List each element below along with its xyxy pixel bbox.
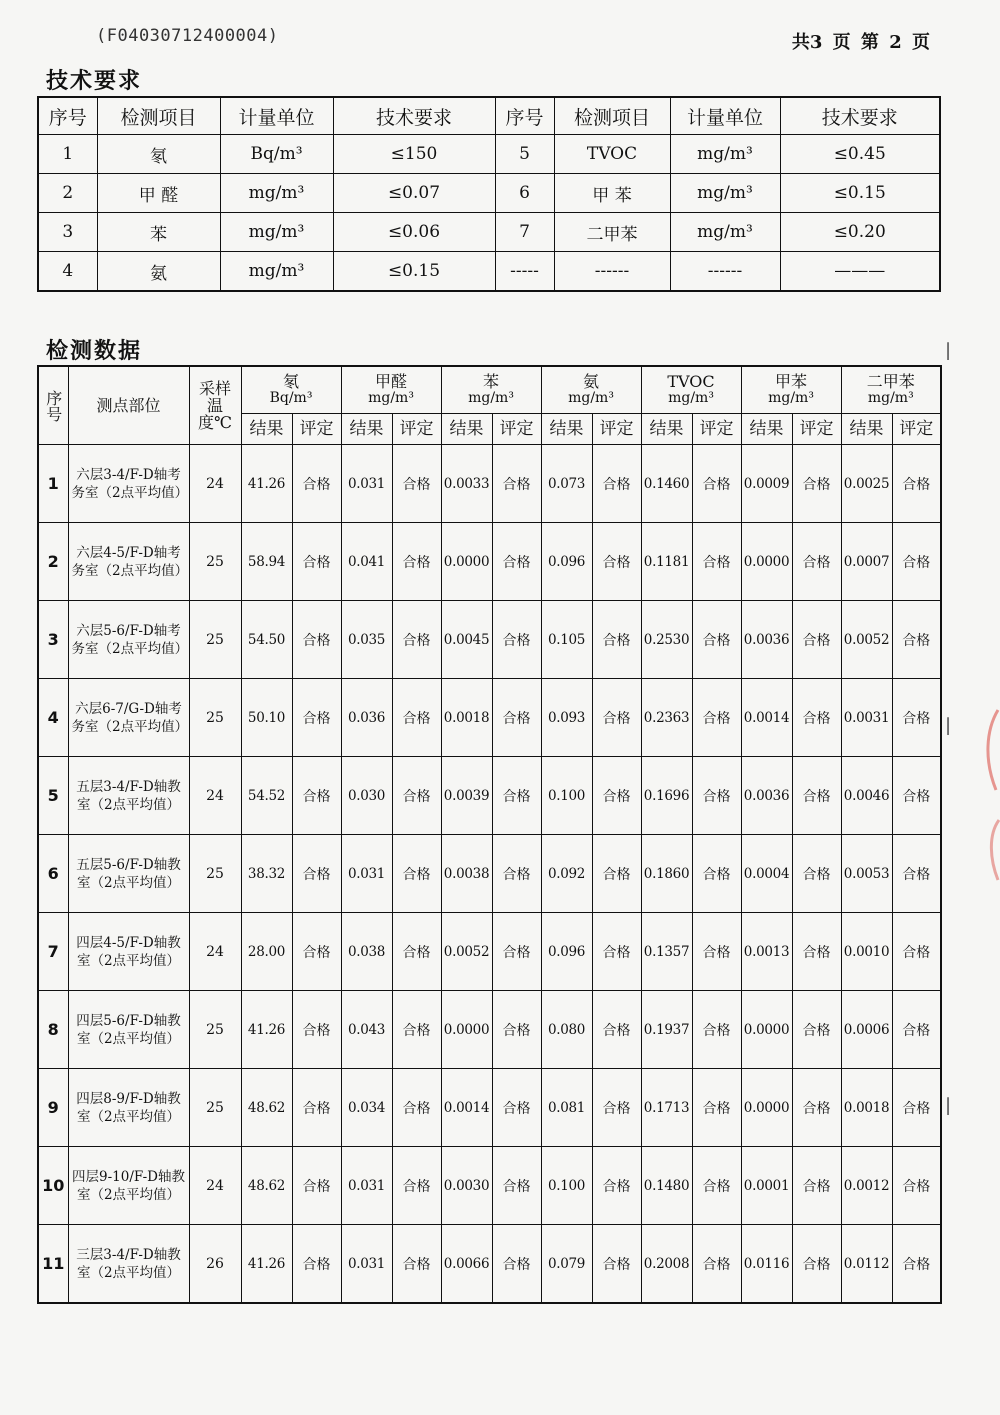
row-result-value: 0.096	[541, 913, 592, 991]
row-rating: 合格	[792, 523, 841, 601]
row-result-value: 0.0013	[741, 913, 792, 991]
requirements-cell: ------	[670, 252, 780, 292]
row-rating: 合格	[692, 1147, 741, 1225]
row-result-value: 0.092	[541, 835, 592, 913]
row-temperature: 25	[189, 991, 241, 1069]
row-index: 7	[38, 913, 68, 991]
data-header-index: 序号	[38, 366, 68, 445]
row-result-value: 0.0000	[741, 523, 792, 601]
row-rating: 合格	[292, 1225, 341, 1304]
row-rating: 合格	[492, 991, 541, 1069]
requirements-row	[38, 213, 940, 252]
data-header-rating: 评定	[592, 414, 641, 445]
row-result-value: 48.62	[241, 1069, 292, 1147]
row-result-value: 0.0052	[441, 913, 492, 991]
row-result-value: 0.1860	[641, 835, 692, 913]
row-result-value: 0.030	[341, 757, 392, 835]
row-location: 四层5-6/F-D轴教室（2点平均值）	[68, 991, 189, 1069]
data-header-item	[641, 366, 741, 414]
row-result-value: 0.0000	[441, 991, 492, 1069]
row-result-value: 0.0014	[441, 1069, 492, 1147]
row-rating: 合格	[392, 523, 441, 601]
row-result-value: 0.100	[541, 1147, 592, 1225]
row-result-value: 0.0030	[441, 1147, 492, 1225]
row-rating: 合格	[592, 835, 641, 913]
row-result-value: 0.0007	[841, 523, 892, 601]
row-result-value: 0.0112	[841, 1225, 892, 1304]
row-rating: 合格	[592, 679, 641, 757]
row-rating: 合格	[792, 1147, 841, 1225]
row-rating: 合格	[692, 991, 741, 1069]
row-result-value: 0.0004	[741, 835, 792, 913]
row-result-value: 54.50	[241, 601, 292, 679]
row-result-value: 41.26	[241, 445, 292, 523]
item-unit: Bq/m³	[269, 390, 313, 406]
row-result-value: 0.0018	[441, 679, 492, 757]
row-rating: 合格	[392, 1147, 441, 1225]
row-rating: 合格	[692, 523, 741, 601]
row-rating: 合格	[892, 601, 941, 679]
row-rating: 合格	[492, 1069, 541, 1147]
requirements-row	[38, 252, 940, 292]
row-temperature: 24	[189, 445, 241, 523]
row-rating: 合格	[692, 913, 741, 991]
row-rating: 合格	[592, 601, 641, 679]
row-rating: 合格	[692, 1069, 741, 1147]
row-rating: 合格	[792, 913, 841, 991]
row-temperature: 24	[189, 913, 241, 991]
row-rating: 合格	[392, 1069, 441, 1147]
row-result-value: 38.32	[241, 835, 292, 913]
margin-mark: |	[945, 1095, 952, 1116]
requirements-cell: 4	[38, 252, 97, 292]
data-header-item	[741, 366, 841, 414]
data-row	[38, 835, 941, 913]
requirements-cell: ≤0.07	[333, 174, 495, 213]
row-rating: 合格	[892, 523, 941, 601]
row-location: 四层9-10/F-D轴教室（2点平均值）	[68, 1147, 189, 1225]
data-header-rating: 评定	[792, 414, 841, 445]
requirements-cell: TVOC	[554, 135, 670, 174]
row-result-value: 0.0010	[841, 913, 892, 991]
row-index: 2	[38, 523, 68, 601]
requirements-cell: ———	[780, 252, 940, 292]
row-result-value: 0.036	[341, 679, 392, 757]
row-result-value: 0.073	[541, 445, 592, 523]
row-index: 8	[38, 991, 68, 1069]
row-result-value: 0.0052	[841, 601, 892, 679]
data-header-item	[241, 366, 341, 414]
item-unit: mg/m³	[368, 390, 414, 406]
margin-mark: |	[945, 715, 952, 736]
data-table	[37, 365, 942, 1304]
row-result-value: 0.1937	[641, 991, 692, 1069]
row-temperature: 24	[189, 1147, 241, 1225]
row-result-value: 48.62	[241, 1147, 292, 1225]
data-header-result: 结果	[741, 414, 792, 445]
row-result-value: 0.0000	[741, 1069, 792, 1147]
row-rating: 合格	[492, 601, 541, 679]
requirements-cell: mg/m³	[670, 213, 780, 252]
row-result-value: 0.0036	[741, 757, 792, 835]
requirements-cell: 二甲苯	[554, 213, 670, 252]
row-rating: 合格	[292, 913, 341, 991]
row-rating: 合格	[492, 1147, 541, 1225]
data-header-temperature: 采样温度℃	[189, 366, 241, 445]
item-unit: mg/m³	[668, 390, 714, 406]
row-result-value: 0.034	[341, 1069, 392, 1147]
item-unit: mg/m³	[768, 390, 814, 406]
row-rating: 合格	[292, 679, 341, 757]
row-rating: 合格	[692, 1225, 741, 1304]
row-result-value: 0.0025	[841, 445, 892, 523]
row-rating: 合格	[892, 913, 941, 991]
requirements-column-header: 技术要求	[780, 97, 940, 135]
row-rating: 合格	[892, 1225, 941, 1304]
row-rating: 合格	[792, 601, 841, 679]
requirements-cell: 氨	[97, 252, 220, 292]
row-result-value: 0.031	[341, 1147, 392, 1225]
document-id: (F04030712400004)	[96, 26, 279, 46]
row-rating: 合格	[392, 445, 441, 523]
row-rating: 合格	[692, 445, 741, 523]
data-header-location: 测点部位	[68, 366, 189, 445]
requirements-cell: ≤0.45	[780, 135, 940, 174]
requirements-cell: 6	[495, 174, 554, 213]
requirements-row	[38, 174, 940, 213]
row-location: 四层4-5/F-D轴教室（2点平均值）	[68, 913, 189, 991]
item-name: 甲醛	[375, 372, 408, 391]
row-result-value: 0.038	[341, 913, 392, 991]
data-header-result: 结果	[341, 414, 392, 445]
data-header-rating: 评定	[892, 414, 941, 445]
requirements-cell: ------	[554, 252, 670, 292]
row-result-value: 0.1181	[641, 523, 692, 601]
row-rating: 合格	[892, 991, 941, 1069]
row-rating: 合格	[292, 1147, 341, 1225]
row-location: 六层3-4/F-D轴考务室（2点平均值）	[68, 445, 189, 523]
row-result-value: 0.0031	[841, 679, 892, 757]
requirements-cell: mg/m³	[220, 174, 333, 213]
row-rating: 合格	[792, 1069, 841, 1147]
row-result-value: 0.0009	[741, 445, 792, 523]
row-rating: 合格	[892, 1147, 941, 1225]
requirements-cell: 7	[495, 213, 554, 252]
page-info: 共3 页 第 2 页	[791, 32, 930, 53]
row-result-value: 0.093	[541, 679, 592, 757]
item-name: TVOC	[667, 372, 715, 391]
row-rating: 合格	[492, 757, 541, 835]
row-result-value: 0.100	[541, 757, 592, 835]
row-result-value: 0.2008	[641, 1225, 692, 1304]
requirements-cell: 苯	[97, 213, 220, 252]
row-rating: 合格	[492, 445, 541, 523]
row-location: 六层4-5/F-D轴考务室（2点平均值）	[68, 523, 189, 601]
data-header-result: 结果	[241, 414, 292, 445]
row-result-value: 0.0000	[441, 523, 492, 601]
row-rating: 合格	[692, 679, 741, 757]
row-result-value: 0.1713	[641, 1069, 692, 1147]
data-row	[38, 1069, 941, 1147]
row-index: 3	[38, 601, 68, 679]
requirements-cell: 1	[38, 135, 97, 174]
row-rating: 合格	[592, 757, 641, 835]
requirements-cell: mg/m³	[220, 252, 333, 292]
requirements-column-header: 检测项目	[97, 97, 220, 135]
row-rating: 合格	[292, 835, 341, 913]
row-rating: 合格	[292, 1069, 341, 1147]
requirements-column-header: 计量单位	[220, 97, 333, 135]
row-location: 六层5-6/F-D轴考务室（2点平均值）	[68, 601, 189, 679]
row-rating: 合格	[792, 757, 841, 835]
requirements-cell: ≤0.15	[333, 252, 495, 292]
requirements-cell: 3	[38, 213, 97, 252]
row-rating: 合格	[692, 835, 741, 913]
data-header-rating: 评定	[692, 414, 741, 445]
data-title: 检测数据	[46, 339, 143, 364]
data-header-rating: 评定	[292, 414, 341, 445]
row-location: 三层3-4/F-D轴教室（2点平均值）	[68, 1225, 189, 1304]
data-row	[38, 1225, 941, 1304]
row-result-value: 0.1696	[641, 757, 692, 835]
item-name: 二甲苯	[866, 372, 915, 391]
row-rating: 合格	[892, 835, 941, 913]
row-rating: 合格	[492, 1225, 541, 1304]
row-location: 五层5-6/F-D轴教室（2点平均值）	[68, 835, 189, 913]
requirements-column-header: 检测项目	[554, 97, 670, 135]
requirements-cell: 5	[495, 135, 554, 174]
data-header-rating: 评定	[492, 414, 541, 445]
row-result-value: 0.0036	[741, 601, 792, 679]
row-result-value: 0.0014	[741, 679, 792, 757]
row-location: 六层6-7/G-D轴考务室（2点平均值）	[68, 679, 189, 757]
row-result-value: 0.041	[341, 523, 392, 601]
row-index: 6	[38, 835, 68, 913]
row-temperature: 25	[189, 679, 241, 757]
data-row	[38, 991, 941, 1069]
data-row	[38, 523, 941, 601]
data-header-item	[841, 366, 941, 414]
requirements-column-header: 序号	[38, 97, 97, 135]
requirements-cell: 2	[38, 174, 97, 213]
requirements-cell: Bq/m³	[220, 135, 333, 174]
data-row	[38, 601, 941, 679]
row-rating: 合格	[592, 1147, 641, 1225]
row-result-value: 41.26	[241, 991, 292, 1069]
item-unit: mg/m³	[568, 390, 614, 406]
margin-mark: |	[945, 340, 952, 361]
data-header-row-items	[38, 366, 941, 414]
row-rating: 合格	[492, 913, 541, 991]
row-result-value: 0.031	[341, 445, 392, 523]
row-result-value: 0.035	[341, 601, 392, 679]
row-result-value: 0.0045	[441, 601, 492, 679]
row-result-value: 0.1460	[641, 445, 692, 523]
row-rating: 合格	[892, 445, 941, 523]
requirements-cell: ≤0.15	[780, 174, 940, 213]
row-rating: 合格	[592, 523, 641, 601]
row-rating: 合格	[892, 757, 941, 835]
data-header-result: 结果	[441, 414, 492, 445]
row-index: 10	[38, 1147, 68, 1225]
item-name: 苯	[483, 372, 500, 391]
requirements-cell: ≤0.06	[333, 213, 495, 252]
item-name: 氨	[583, 372, 600, 391]
row-rating: 合格	[392, 1225, 441, 1304]
row-result-value: 0.2363	[641, 679, 692, 757]
row-rating: 合格	[392, 835, 441, 913]
data-header-item	[441, 366, 541, 414]
row-result-value: 0.1357	[641, 913, 692, 991]
row-rating: 合格	[692, 601, 741, 679]
data-header-item	[541, 366, 641, 414]
data-row	[38, 1147, 941, 1225]
data-header-result: 结果	[641, 414, 692, 445]
seal-fragment	[978, 700, 1000, 900]
row-rating: 合格	[292, 991, 341, 1069]
data-table-body	[38, 445, 941, 1304]
item-name: 氡	[283, 372, 300, 391]
row-temperature: 25	[189, 601, 241, 679]
row-result-value: 0.0066	[441, 1225, 492, 1304]
row-rating: 合格	[592, 991, 641, 1069]
row-temperature: 25	[189, 835, 241, 913]
row-rating: 合格	[292, 445, 341, 523]
row-rating: 合格	[892, 1069, 941, 1147]
requirements-cell: mg/m³	[220, 213, 333, 252]
row-result-value: 41.26	[241, 1225, 292, 1304]
data-row	[38, 445, 941, 523]
row-rating: 合格	[292, 601, 341, 679]
row-temperature: 25	[189, 523, 241, 601]
row-index: 11	[38, 1225, 68, 1304]
row-rating: 合格	[492, 679, 541, 757]
data-row	[38, 913, 941, 991]
row-rating: 合格	[492, 835, 541, 913]
row-result-value: 0.080	[541, 991, 592, 1069]
row-rating: 合格	[392, 757, 441, 835]
row-result-value: 0.0038	[441, 835, 492, 913]
row-rating: 合格	[792, 835, 841, 913]
row-index: 5	[38, 757, 68, 835]
requirements-body	[38, 135, 940, 292]
row-result-value: 0.0006	[841, 991, 892, 1069]
row-rating: 合格	[592, 1069, 641, 1147]
row-rating: 合格	[392, 601, 441, 679]
row-result-value: 0.0012	[841, 1147, 892, 1225]
row-result-value: 0.096	[541, 523, 592, 601]
row-rating: 合格	[792, 991, 841, 1069]
row-rating: 合格	[392, 991, 441, 1069]
row-result-value: 0.031	[341, 1225, 392, 1304]
row-rating: 合格	[592, 913, 641, 991]
row-rating: 合格	[292, 757, 341, 835]
row-rating: 合格	[792, 1225, 841, 1304]
row-result-value: 0.0053	[841, 835, 892, 913]
item-unit: mg/m³	[867, 390, 914, 406]
row-result-value: 0.0001	[741, 1147, 792, 1225]
row-rating: 合格	[792, 679, 841, 757]
requirements-title: 技术要求	[46, 69, 143, 94]
row-rating: 合格	[592, 445, 641, 523]
data-header-item	[341, 366, 441, 414]
row-result-value: 54.52	[241, 757, 292, 835]
row-result-value: 58.94	[241, 523, 292, 601]
data-header-result: 结果	[841, 414, 892, 445]
requirements-cell: 甲 苯	[554, 174, 670, 213]
row-location: 四层8-9/F-D轴教室（2点平均值）	[68, 1069, 189, 1147]
row-result-value: 0.105	[541, 601, 592, 679]
row-result-value: 0.0018	[841, 1069, 892, 1147]
data-row	[38, 679, 941, 757]
row-rating: 合格	[292, 523, 341, 601]
requirements-cell: ≤0.20	[780, 213, 940, 252]
requirements-column-header: 技术要求	[333, 97, 495, 135]
row-result-value: 0.1480	[641, 1147, 692, 1225]
requirements-table	[37, 96, 941, 292]
requirements-header-row	[38, 97, 940, 135]
data-row	[38, 757, 941, 835]
row-result-value: 50.10	[241, 679, 292, 757]
row-result-value: 0.2530	[641, 601, 692, 679]
row-result-value: 0.043	[341, 991, 392, 1069]
requirements-column-header: 序号	[495, 97, 554, 135]
row-result-value: 0.0000	[741, 991, 792, 1069]
row-result-value: 0.0046	[841, 757, 892, 835]
row-index: 9	[38, 1069, 68, 1147]
data-header-rating: 评定	[392, 414, 441, 445]
item-unit: mg/m³	[468, 390, 514, 406]
row-rating: 合格	[592, 1225, 641, 1304]
row-temperature: 24	[189, 757, 241, 835]
requirements-cell: ≤150	[333, 135, 495, 174]
row-result-value: 0.031	[341, 835, 392, 913]
row-temperature: 25	[189, 1069, 241, 1147]
row-rating: 合格	[392, 913, 441, 991]
row-rating: 合格	[892, 679, 941, 757]
row-index: 1	[38, 445, 68, 523]
row-location: 五层3-4/F-D轴教室（2点平均值）	[68, 757, 189, 835]
row-result-value: 0.079	[541, 1225, 592, 1304]
row-rating: 合格	[692, 757, 741, 835]
row-rating: 合格	[792, 445, 841, 523]
requirements-cell: -----	[495, 252, 554, 292]
row-temperature: 26	[189, 1225, 241, 1304]
item-name: 甲苯	[775, 372, 808, 391]
row-rating: 合格	[492, 523, 541, 601]
row-result-value: 0.0033	[441, 445, 492, 523]
requirements-cell: 氡	[97, 135, 220, 174]
requirements-cell: 甲 醛	[97, 174, 220, 213]
row-result-value: 28.00	[241, 913, 292, 991]
row-rating: 合格	[392, 679, 441, 757]
requirements-row	[38, 135, 940, 174]
row-result-value: 0.0116	[741, 1225, 792, 1304]
data-header-result: 结果	[541, 414, 592, 445]
row-result-value: 0.081	[541, 1069, 592, 1147]
data-table-header	[38, 366, 941, 445]
requirements-cell: mg/m³	[670, 135, 780, 174]
requirements-cell: mg/m³	[670, 174, 780, 213]
row-result-value: 0.0039	[441, 757, 492, 835]
row-index: 4	[38, 679, 68, 757]
requirements-column-header: 计量单位	[670, 97, 780, 135]
